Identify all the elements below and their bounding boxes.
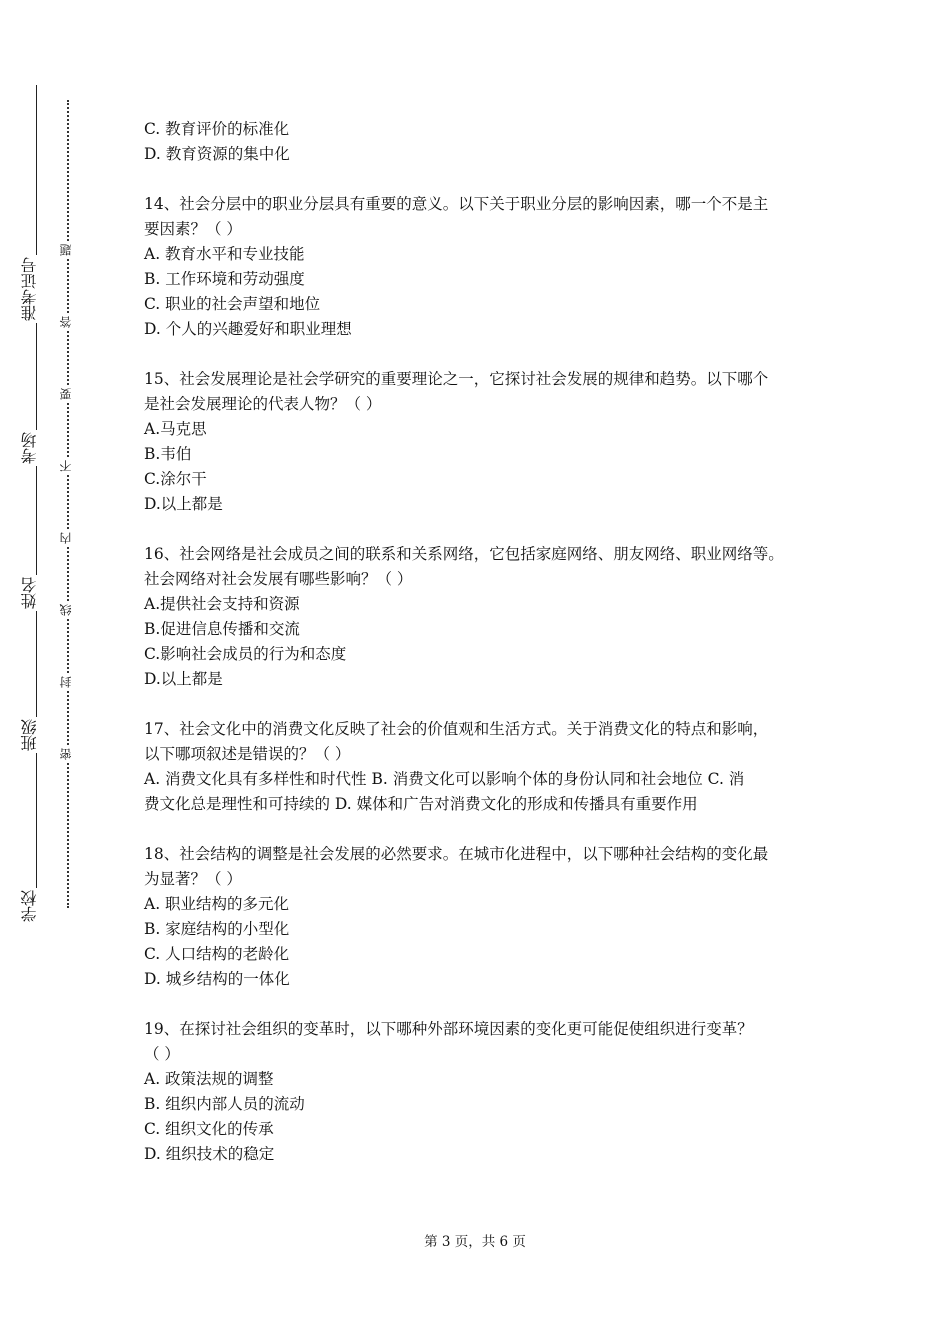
binding-solid-line	[36, 85, 37, 915]
question-19	[144, 1017, 814, 1167]
seal-char: 封	[59, 676, 73, 688]
option: B. 家庭结构的小型化	[144, 920, 290, 938]
field-class: 班级	[20, 719, 39, 751]
seal-char: 内	[59, 532, 73, 544]
question-18	[144, 842, 814, 992]
option: A.马克思	[144, 420, 207, 438]
option: D.以上都是	[144, 495, 223, 513]
question-17	[144, 717, 814, 817]
seal-char: 密	[59, 748, 73, 760]
option: B.促进信息传播和交流	[144, 620, 300, 638]
question-text: 是社会发展理论的代表人物？（ ）	[144, 395, 382, 413]
option: C. 教育评价的标准化	[144, 120, 290, 138]
option: D.以上都是	[144, 670, 223, 688]
option: C. 人口结构的老龄化	[144, 945, 290, 963]
field-exam-room: 考场	[20, 432, 39, 464]
field-school: 学校	[20, 890, 39, 922]
question-text: 以下哪项叙述是错误的？（ ）	[144, 745, 351, 763]
binding-dotted-line	[67, 100, 69, 908]
option: D. 教育资源的集中化	[144, 145, 290, 163]
question-text: 社会网络对社会发展有哪些影响？（ ）	[144, 570, 413, 588]
options-inline: A. 消费文化具有多样性和时代性 B. 消费文化可以影响个体的身份认同和社会地位 C. 消	[144, 770, 745, 788]
option: C.涂尔干	[144, 470, 207, 488]
question-text: （ ）	[144, 1045, 180, 1063]
question-text: 要因素？（ ）	[144, 220, 242, 238]
option: B.韦伯	[144, 445, 192, 463]
option: C.影响社会成员的行为和态度	[144, 645, 347, 663]
option: D. 城乡结构的一体化	[144, 970, 290, 988]
question-text: 19、在探讨社会组织的变革时，以下哪种外部环境因素的变化更可能促使组织进行变革？	[144, 1020, 753, 1038]
question-text: 16、社会网络是社会成员之间的联系和关系网络，它包括家庭网络、朋友网络、职业网络等。	[144, 545, 784, 563]
option: B. 工作环境和劳动强度	[144, 270, 305, 288]
field-name: 姓名	[20, 577, 39, 609]
option: A. 政策法规的调整	[144, 1070, 274, 1088]
page-footer: 第 3 页，共 6 页	[424, 1234, 526, 1250]
option: D. 组织技术的稳定	[144, 1145, 275, 1163]
question-text: 为显著？（ ）	[144, 870, 242, 888]
question-14	[144, 192, 814, 342]
options-inline: 费文化总是理性和可持续的 D. 媒体和广告对消费文化的形成和传播具有重要作用	[144, 795, 698, 813]
seal-char: 题	[59, 244, 73, 256]
seal-char: 不	[59, 460, 73, 472]
exam-content	[144, 117, 814, 1167]
seal-char: 答	[59, 316, 73, 328]
option: A. 教育水平和专业技能	[144, 245, 305, 263]
question-15	[144, 367, 814, 517]
question-text: 18、社会结构的调整是社会发展的必然要求。在城市化进程中，以下哪种社会结构的变化最	[144, 845, 769, 863]
option: A. 职业结构的多元化	[144, 895, 290, 913]
option: B. 组织内部人员的流动	[144, 1095, 305, 1113]
option: C. 职业的社会声望和地位	[144, 295, 321, 313]
field-exam-number: 准考证号	[20, 257, 39, 321]
question-16	[144, 542, 814, 692]
option: C. 组织文化的传承	[144, 1120, 274, 1138]
question-text: 14、社会分层中的职业分层具有重要的意义。以下关于职业分层的影响因素，哪一个不是主	[144, 195, 769, 213]
binding-margin	[0, 0, 110, 1344]
question-text: 15、社会发展理论是社会学研究的重要理论之一，它探讨社会发展的规律和趋势。以下哪个	[144, 370, 769, 388]
question-text: 17、社会文化中的消费文化反映了社会的价值观和生活方式。关于消费文化的特点和影响，	[144, 720, 769, 738]
seal-char: 线	[59, 604, 73, 616]
seal-char: 要	[59, 388, 73, 400]
option: A.提供社会支持和资源	[144, 595, 300, 613]
option: D. 个人的兴趣爱好和职业理想	[144, 320, 352, 338]
